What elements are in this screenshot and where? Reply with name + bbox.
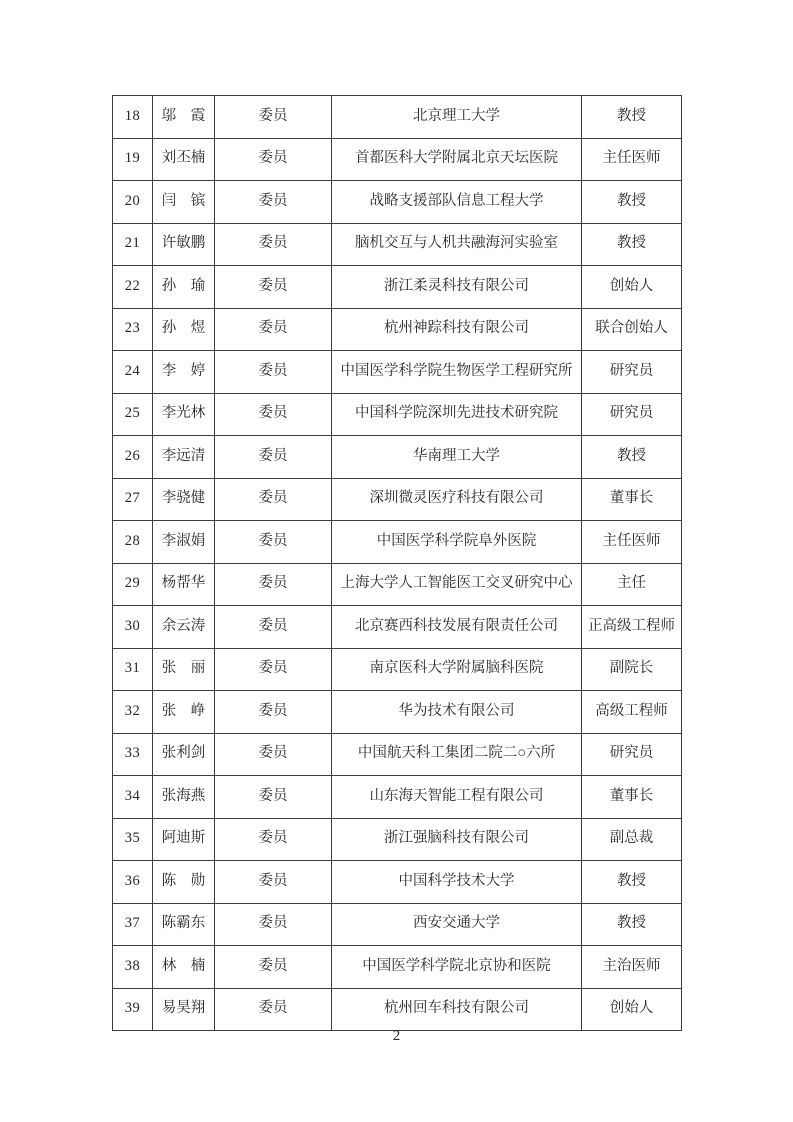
member-title-cell: 主任医师 — [582, 138, 682, 181]
member-title-cell: 研究员 — [582, 733, 682, 776]
member-organization-cell: 山东海天智能工程有限公司 — [332, 776, 582, 819]
member-organization-cell: 中国航天科工集团二院二○六所 — [332, 733, 582, 776]
member-title-cell: 董事长 — [582, 776, 682, 819]
committee-member-table — [112, 95, 682, 1031]
table-row — [113, 606, 682, 649]
member-role-cell: 委员 — [215, 988, 332, 1031]
member-name-cell: 张利剑 — [153, 733, 215, 776]
row-number-cell: 35 — [113, 818, 153, 861]
member-title-cell: 教授 — [582, 181, 682, 224]
member-name-cell: 陈 勋 — [153, 861, 215, 904]
row-number-cell: 38 — [113, 946, 153, 989]
member-name-cell: 阿迪斯 — [153, 818, 215, 861]
member-title-cell: 创始人 — [582, 266, 682, 309]
row-number-cell: 22 — [113, 266, 153, 309]
row-number-cell: 32 — [113, 691, 153, 734]
row-number-cell: 37 — [113, 903, 153, 946]
row-number-cell: 39 — [113, 988, 153, 1031]
table-row — [113, 648, 682, 691]
member-name-cell: 刘丕楠 — [153, 138, 215, 181]
member-role-cell: 委员 — [215, 223, 332, 266]
member-organization-cell: 北京赛西科技发展有限责任公司 — [332, 606, 582, 649]
member-name-cell: 李远清 — [153, 436, 215, 479]
member-title-cell: 教授 — [582, 223, 682, 266]
member-organization-cell: 浙江柔灵科技有限公司 — [332, 266, 582, 309]
member-role-cell: 委员 — [215, 308, 332, 351]
table-row — [113, 946, 682, 989]
member-name-cell: 孙 煜 — [153, 308, 215, 351]
table-row — [113, 266, 682, 309]
member-name-cell: 李骁健 — [153, 478, 215, 521]
member-title-cell: 董事长 — [582, 478, 682, 521]
member-role-cell: 委员 — [215, 733, 332, 776]
table-row — [113, 478, 682, 521]
row-number-cell: 34 — [113, 776, 153, 819]
member-organization-cell: 上海大学人工智能医工交叉研究中心 — [332, 563, 582, 606]
committee-member-table-body — [113, 96, 682, 1031]
member-name-cell: 李 婷 — [153, 351, 215, 394]
row-number-cell: 31 — [113, 648, 153, 691]
table-row — [113, 436, 682, 479]
member-title-cell: 教授 — [582, 861, 682, 904]
member-name-cell: 林 楠 — [153, 946, 215, 989]
member-title-cell: 创始人 — [582, 988, 682, 1031]
member-role-cell: 委员 — [215, 181, 332, 224]
member-role-cell: 委员 — [215, 861, 332, 904]
row-number-cell: 36 — [113, 861, 153, 904]
member-organization-cell: 杭州神踪科技有限公司 — [332, 308, 582, 351]
row-number-cell: 21 — [113, 223, 153, 266]
member-title-cell: 主治医师 — [582, 946, 682, 989]
member-organization-cell: 深圳微灵医疗科技有限公司 — [332, 478, 582, 521]
member-role-cell: 委员 — [215, 436, 332, 479]
member-name-cell: 李淑娟 — [153, 521, 215, 564]
table-row — [113, 988, 682, 1031]
table-row — [113, 818, 682, 861]
member-role-cell: 委员 — [215, 946, 332, 989]
member-role-cell: 委员 — [215, 393, 332, 436]
member-name-cell: 许敏鹏 — [153, 223, 215, 266]
member-organization-cell: 首都医科大学附属北京天坛医院 — [332, 138, 582, 181]
member-organization-cell: 中国医学科学院阜外医院 — [332, 521, 582, 564]
member-title-cell: 教授 — [582, 96, 682, 139]
member-organization-cell: 南京医科大学附属脑科医院 — [332, 648, 582, 691]
row-number-cell: 18 — [113, 96, 153, 139]
member-organization-cell: 战略支援部队信息工程大学 — [332, 181, 582, 224]
member-name-cell: 余云涛 — [153, 606, 215, 649]
member-organization-cell: 中国科学技术大学 — [332, 861, 582, 904]
table-row — [113, 563, 682, 606]
member-role-cell: 委员 — [215, 563, 332, 606]
row-number-cell: 33 — [113, 733, 153, 776]
row-number-cell: 28 — [113, 521, 153, 564]
row-number-cell: 27 — [113, 478, 153, 521]
row-number-cell: 19 — [113, 138, 153, 181]
row-number-cell: 23 — [113, 308, 153, 351]
member-name-cell: 邬 霞 — [153, 96, 215, 139]
member-role-cell: 委员 — [215, 266, 332, 309]
member-organization-cell: 华为技术有限公司 — [332, 691, 582, 734]
member-title-cell: 高级工程师 — [582, 691, 682, 734]
member-role-cell: 委员 — [215, 776, 332, 819]
page-number: 2 — [392, 1028, 401, 1044]
member-role-cell: 委员 — [215, 606, 332, 649]
table-row — [113, 351, 682, 394]
member-name-cell: 闫 镔 — [153, 181, 215, 224]
member-role-cell: 委员 — [215, 138, 332, 181]
member-title-cell: 正高级工程师 — [582, 606, 682, 649]
table-row — [113, 903, 682, 946]
member-role-cell: 委员 — [215, 478, 332, 521]
member-name-cell: 张 峥 — [153, 691, 215, 734]
member-name-cell: 张海燕 — [153, 776, 215, 819]
member-organization-cell: 浙江强脑科技有限公司 — [332, 818, 582, 861]
row-number-cell: 20 — [113, 181, 153, 224]
table-row — [113, 223, 682, 266]
member-name-cell: 易昊翔 — [153, 988, 215, 1031]
member-organization-cell: 脑机交互与人机共融海河实验室 — [332, 223, 582, 266]
member-name-cell: 孙 瑜 — [153, 266, 215, 309]
member-title-cell: 研究员 — [582, 393, 682, 436]
row-number-cell: 25 — [113, 393, 153, 436]
table-row — [113, 138, 682, 181]
member-name-cell: 李光林 — [153, 393, 215, 436]
table-row — [113, 733, 682, 776]
member-organization-cell: 西安交通大学 — [332, 903, 582, 946]
table-row — [113, 308, 682, 351]
table-row — [113, 691, 682, 734]
member-name-cell: 陈霸东 — [153, 903, 215, 946]
row-number-cell: 30 — [113, 606, 153, 649]
member-role-cell: 委员 — [215, 351, 332, 394]
table-row — [113, 96, 682, 139]
member-title-cell: 主任医师 — [582, 521, 682, 564]
member-title-cell: 副总裁 — [582, 818, 682, 861]
member-organization-cell: 中国医学科学院北京协和医院 — [332, 946, 582, 989]
row-number-cell: 26 — [113, 436, 153, 479]
row-number-cell: 24 — [113, 351, 153, 394]
row-number-cell: 29 — [113, 563, 153, 606]
member-title-cell: 教授 — [582, 903, 682, 946]
member-organization-cell: 中国科学院深圳先进技术研究院 — [332, 393, 582, 436]
member-organization-cell: 华南理工大学 — [332, 436, 582, 479]
table-row — [113, 861, 682, 904]
table-row — [113, 393, 682, 436]
member-organization-cell: 杭州回车科技有限公司 — [332, 988, 582, 1031]
member-name-cell: 张 丽 — [153, 648, 215, 691]
member-organization-cell: 中国医学科学院生物医学工程研究所 — [332, 351, 582, 394]
table-row — [113, 181, 682, 224]
member-title-cell: 研究员 — [582, 351, 682, 394]
table-row — [113, 521, 682, 564]
member-title-cell: 教授 — [582, 436, 682, 479]
member-title-cell: 联合创始人 — [582, 308, 682, 351]
member-role-cell: 委员 — [215, 521, 332, 564]
member-role-cell: 委员 — [215, 691, 332, 734]
member-name-cell: 杨帮华 — [153, 563, 215, 606]
member-role-cell: 委员 — [215, 648, 332, 691]
member-title-cell: 副院长 — [582, 648, 682, 691]
member-title-cell: 主任 — [582, 563, 682, 606]
member-organization-cell: 北京理工大学 — [332, 96, 582, 139]
table-row — [113, 776, 682, 819]
member-role-cell: 委员 — [215, 903, 332, 946]
member-role-cell: 委员 — [215, 96, 332, 139]
member-role-cell: 委员 — [215, 818, 332, 861]
